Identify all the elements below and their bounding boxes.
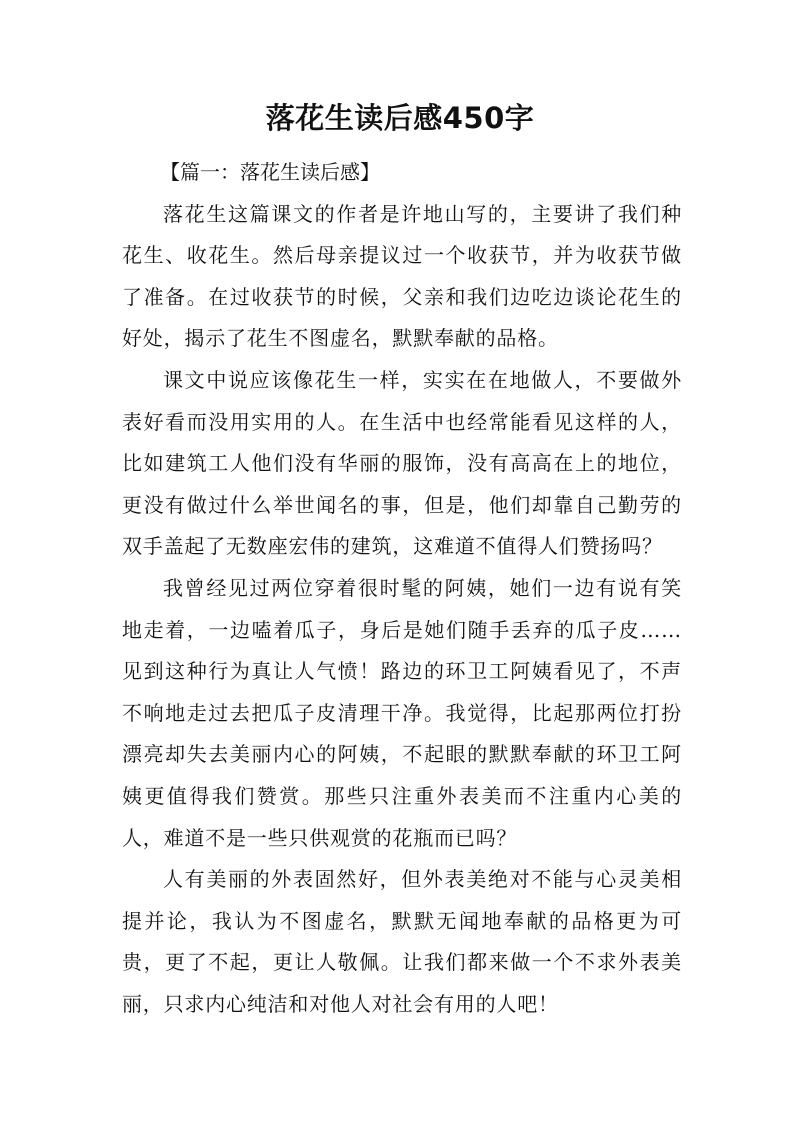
paragraph-4: 人有美丽的外表固然好，但外表美绝对不能与心灵美相提并论，我认为不图虚名，默默无闻地奉献的品格更为可贵，更了不起，更让人敬佩。让我们都来做一个不求外表美丽，只求内心纯洁和对他人对社会有用的人吧！ — [122, 867, 682, 1016]
paragraph-1: 落花生这篇课文的作者是许地山写的，主要讲了我们种花生、收花生。然后母亲提议过一个收获节，并为收获节做了准备。在过收获节的时候，父亲和我们边吃边谈论花生的好处，揭示了花生不图虚名，默默奉献的品格。 — [122, 201, 682, 351]
paragraph-2: 课文中说应该像花生一样，实实在在地做人，不要做外表好看而没用实用的人。在生活中也经常能看见这样的人，比如建筑工人他们没有华丽的服饰，没有高高在上的地位，更没有做过什么举世闻名的事，但是，他们却靠自己勤劳的双手盖起了无数座宏伟的建筑，这难道不值得人们赞扬吗？ — [122, 367, 682, 559]
section-heading: 【篇一：落花生读后感】 — [160, 160, 380, 184]
document-body — [122, 152, 682, 1025]
document-title: 落花生读后感450字 — [265, 101, 535, 135]
paragraph-3: 我曾经见过两位穿着很时髦的阿姨，她们一边有说有笑地走着，一边嗑着瓜子，身后是她们随手丢弃的瓜子皮……见到这种行为真让人气愤！路边的环卫工阿姨看见了，不声不响地走过去把瓜子皮清理干净。我觉得，比起那两位打扮漂亮却失去美丽内心的阿姨，不起眼的默默奉献的环卫工阿姨更值得我们赞赏。那些只注重外表美而不注重内心美的人，难道不是一些只供观赏的花瓶而已吗？ — [122, 575, 682, 850]
